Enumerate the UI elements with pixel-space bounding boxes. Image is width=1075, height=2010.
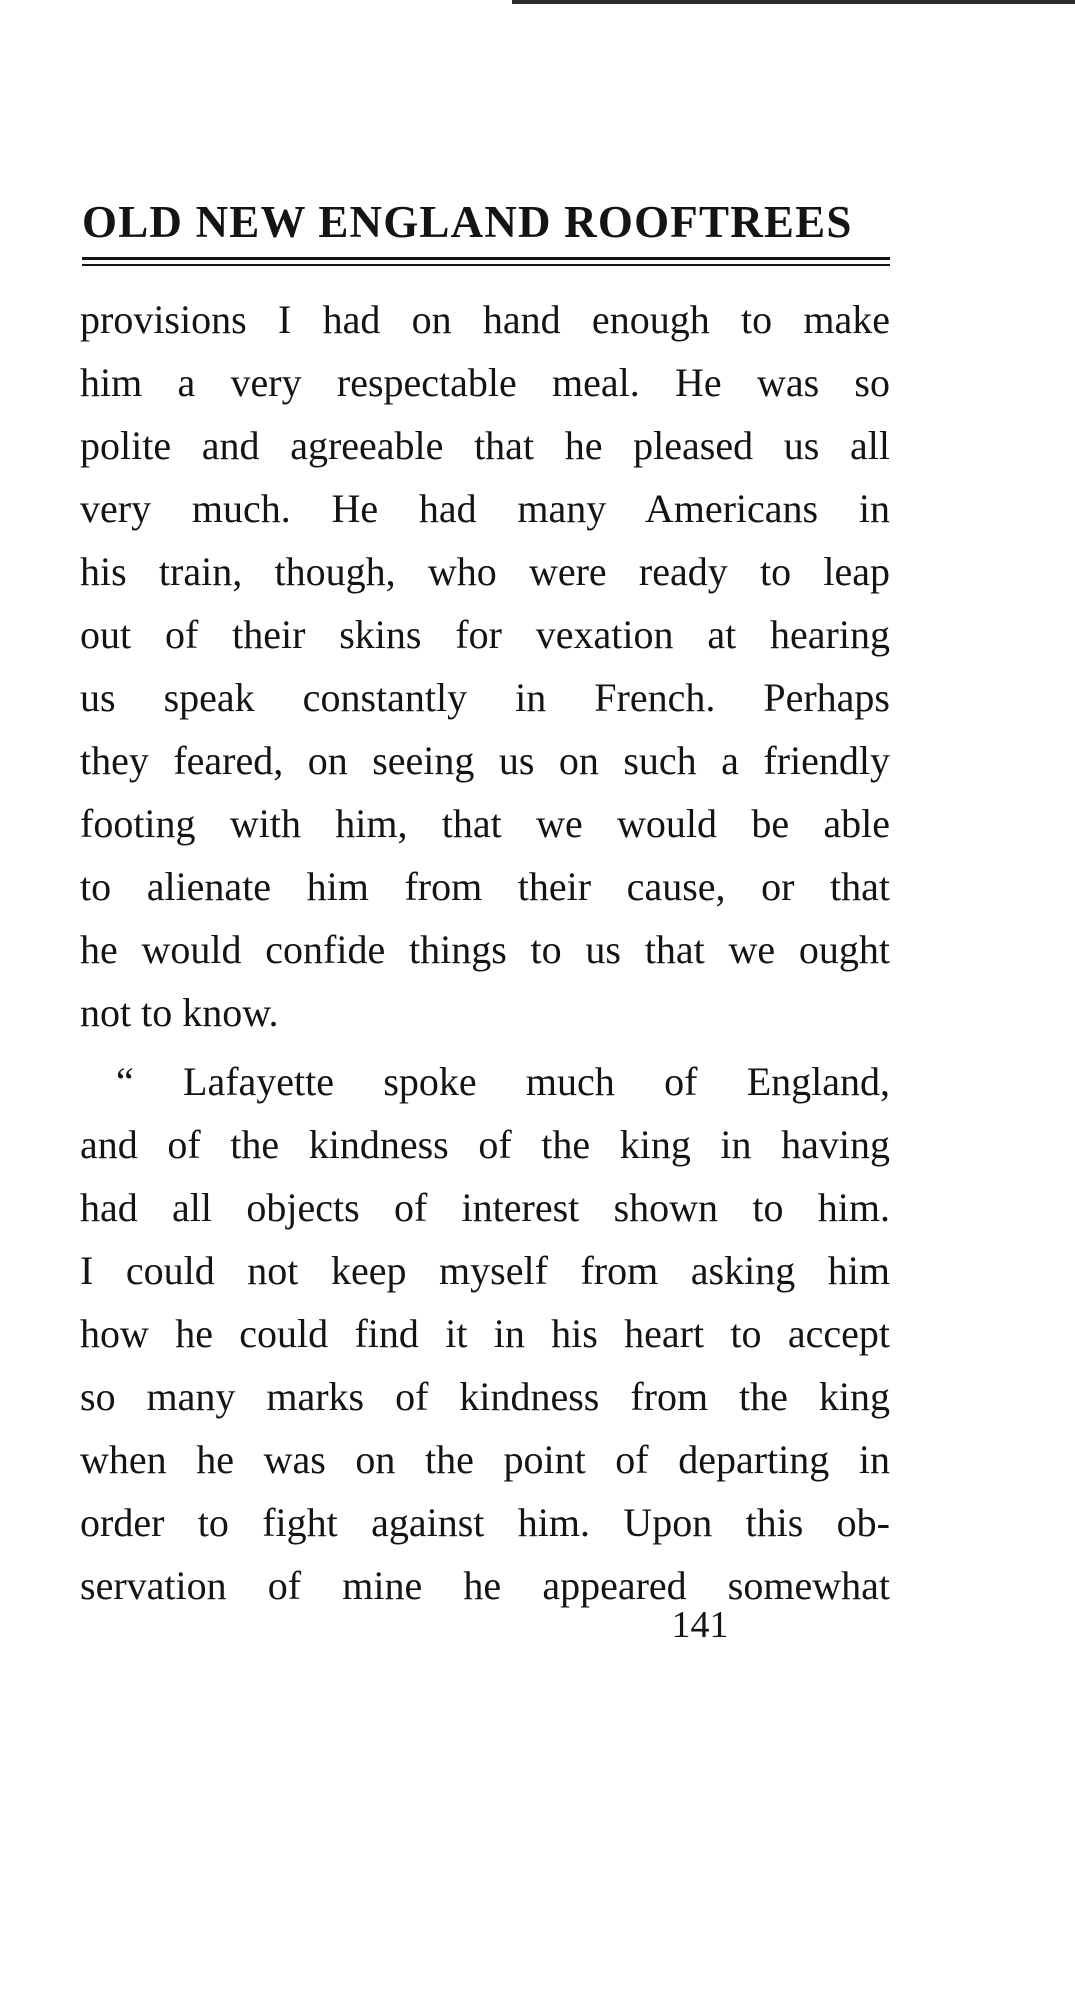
header-double-rule	[82, 257, 890, 266]
text-line: very much. He had many Americans in	[80, 486, 890, 531]
text-line: out of their skins for vexation at hearing	[80, 612, 890, 657]
top-edge-rule	[512, 0, 1075, 4]
text-line: him a very respectable meal. He was so	[80, 360, 890, 405]
text-line: servation of mine he appeared somewhat	[80, 1563, 890, 1608]
text-line: when he was on the point of departing in	[80, 1437, 890, 1482]
paragraph-1	[80, 288, 890, 1044]
page-number: 141	[671, 1604, 729, 1646]
text-line: polite and agreeable that he pleased us all	[80, 423, 890, 468]
text-line: had all objects of interest shown to him.	[80, 1185, 890, 1230]
text-line: us speak constantly in French. Perhaps	[80, 675, 890, 720]
text-line-indented: “ Lafayette spoke much of England,	[116, 1059, 890, 1104]
text-line: provisions I had on hand enough to make	[80, 297, 890, 342]
text-line-last: not to know.	[80, 990, 279, 1035]
running-head: OLD NEW ENGLAND ROOFTREES	[82, 197, 853, 247]
text-line: order to fight against him. Upon this ob-	[80, 1500, 890, 1545]
text-line: to alienate him from their cause, or that	[80, 864, 890, 909]
text-line: how he could find it in his heart to accept	[80, 1311, 890, 1356]
body-text	[80, 288, 890, 1617]
paragraph-2	[80, 1050, 890, 1617]
text-line: so many marks of kindness from the king	[80, 1374, 890, 1419]
text-line: footing with him, that we would be able	[80, 801, 890, 846]
text-line: I could not keep myself from asking him	[80, 1248, 890, 1293]
text-line: he would confide things to us that we ought	[80, 927, 890, 972]
text-line: they feared, on seeing us on such a friendly	[80, 738, 890, 783]
text-line: his train, though, who were ready to leap	[80, 549, 890, 594]
page-header	[82, 195, 890, 266]
text-line: and of the kindness of the king in having	[80, 1122, 890, 1167]
